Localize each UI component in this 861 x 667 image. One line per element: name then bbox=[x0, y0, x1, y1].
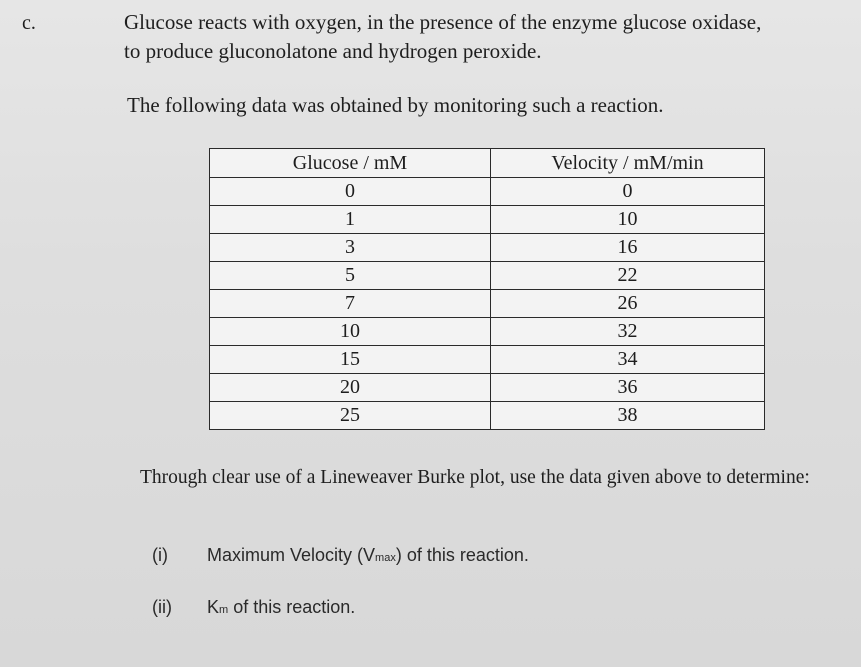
table-row bbox=[210, 290, 765, 318]
header-glucose: Glucose / mM bbox=[210, 149, 491, 178]
table-row bbox=[210, 374, 765, 402]
data-intro-text: The following data was obtained by monitoring such a reaction. bbox=[127, 93, 664, 117]
table-row bbox=[210, 178, 765, 206]
glucose-cell: 15 bbox=[210, 346, 491, 374]
glucose-cell: 0 bbox=[210, 178, 491, 206]
velocity-cell: 34 bbox=[491, 346, 765, 374]
glucose-velocity-table bbox=[209, 148, 765, 430]
velocity-cell: 36 bbox=[491, 374, 765, 402]
subquestion-ii-number: (ii) bbox=[152, 597, 172, 617]
glucose-cell: 7 bbox=[210, 290, 491, 318]
intro-line-1: Glucose reacts with oxygen, in the presence of the enzyme glucose oxidase, bbox=[124, 10, 762, 34]
glucose-cell: 5 bbox=[210, 262, 491, 290]
subquestion-i-text-after: ) of this reaction. bbox=[395, 545, 529, 565]
velocity-cell: 0 bbox=[491, 178, 765, 206]
table-row bbox=[210, 206, 765, 234]
velocity-cell: 16 bbox=[491, 234, 765, 262]
table-row bbox=[210, 318, 765, 346]
table-row bbox=[210, 402, 765, 430]
subquestion-i-text-before: Maximum Velocity (V bbox=[207, 545, 376, 565]
velocity-cell: 22 bbox=[491, 262, 765, 290]
velocity-cell: 32 bbox=[491, 318, 765, 346]
glucose-cell: 10 bbox=[210, 318, 491, 346]
subquestion-i bbox=[152, 545, 529, 566]
velocity-cell: 38 bbox=[491, 402, 765, 430]
subquestion-i-number: (i) bbox=[152, 545, 168, 565]
velocity-cell: 10 bbox=[491, 206, 765, 234]
subquestion-ii bbox=[152, 597, 355, 618]
velocity-cell: 26 bbox=[491, 290, 765, 318]
table-header-row bbox=[210, 149, 765, 178]
glucose-cell: 25 bbox=[210, 402, 491, 430]
table-row bbox=[210, 234, 765, 262]
glucose-cell: 20 bbox=[210, 374, 491, 402]
vmax-subscript: max bbox=[375, 552, 396, 564]
question-label: c. bbox=[22, 12, 36, 34]
table-row bbox=[210, 346, 765, 374]
intro-line-2: to produce gluconolatone and hydrogen peroxide. bbox=[124, 39, 542, 63]
glucose-cell: 3 bbox=[210, 234, 491, 262]
km-subscript: m bbox=[219, 604, 229, 616]
glucose-cell: 1 bbox=[210, 206, 491, 234]
subquestion-ii-text-after: of this reaction. bbox=[228, 597, 356, 617]
table-row bbox=[210, 262, 765, 290]
header-velocity: Velocity / mM/min bbox=[491, 149, 765, 178]
subquestion-ii-text-before: K bbox=[207, 597, 220, 617]
question-intro bbox=[124, 8, 844, 66]
instructions-text: Through clear use of a Lineweaver Burke plot, use the data given above to determine: bbox=[140, 467, 810, 488]
